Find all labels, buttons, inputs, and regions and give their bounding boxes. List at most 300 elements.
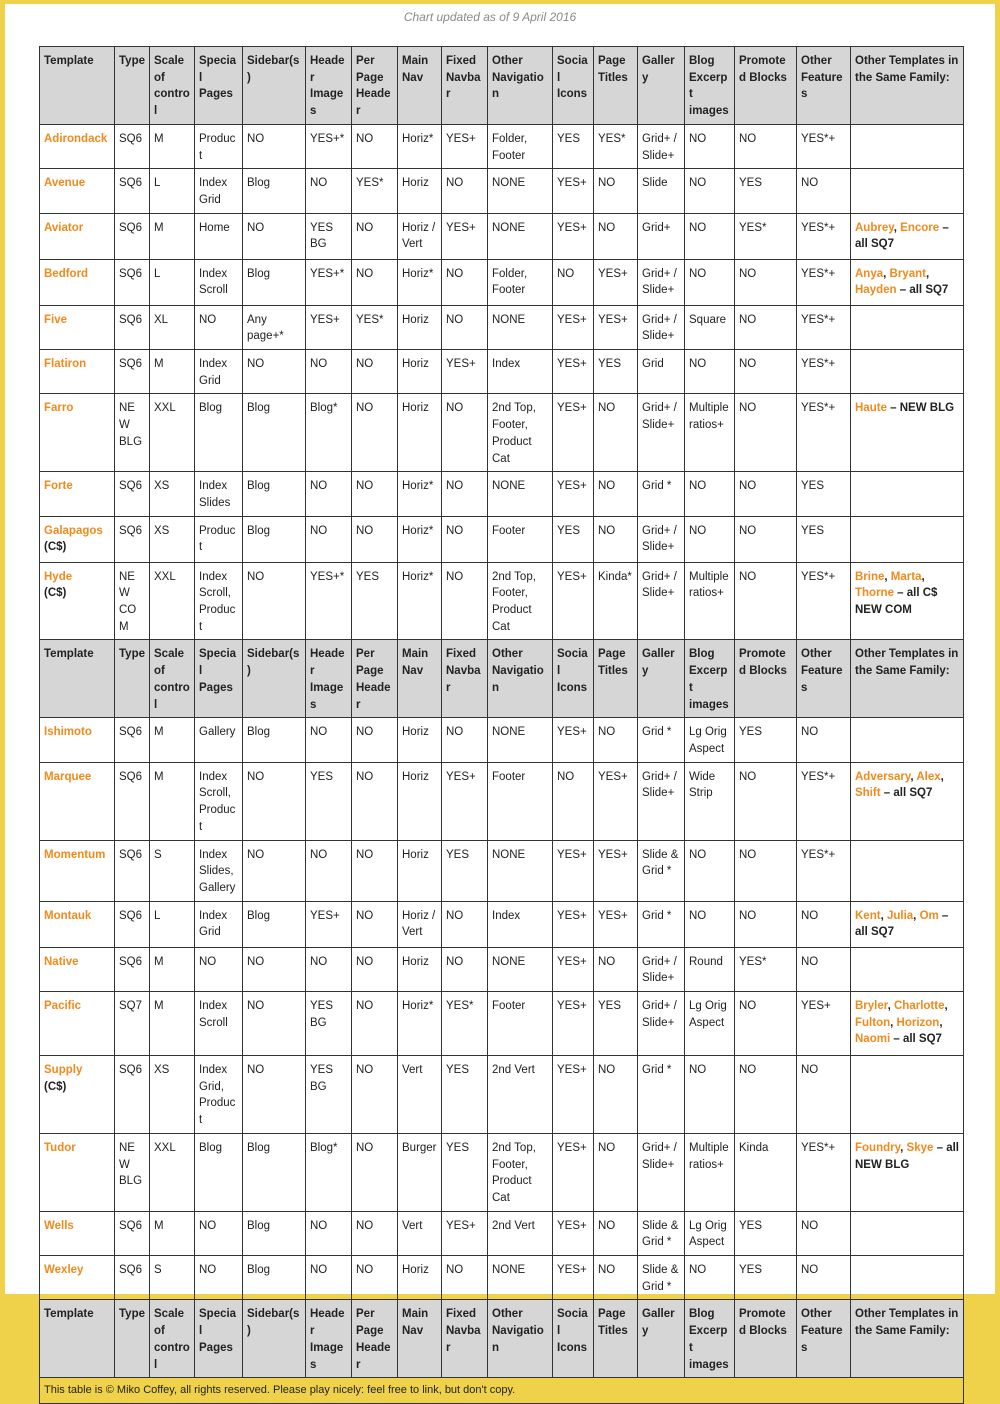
- gallery-cell: Grid+ / Slide+: [638, 516, 685, 562]
- column-header: Promoted Blocks: [735, 47, 797, 125]
- family-cell: [851, 516, 964, 562]
- column-header: Main Nav: [398, 1300, 442, 1378]
- special-pages-cell: Index Scroll: [195, 259, 243, 305]
- sidebar-cell: Blog: [243, 394, 306, 472]
- template-comparison-table: [39, 46, 964, 1404]
- per-page-header-cell: NO: [352, 718, 398, 762]
- other-navigation-cell: 2nd Vert: [488, 1056, 553, 1134]
- template-link[interactable]: Aviator: [44, 221, 84, 234]
- family-cell: [851, 305, 964, 349]
- per-page-header-cell: NO: [352, 762, 398, 840]
- promoted-blocks-cell: NO: [735, 516, 797, 562]
- main-nav-cell: Horiz: [398, 305, 442, 349]
- per-page-header-cell: YES: [352, 562, 398, 640]
- family-template-link[interactable]: Bryant: [889, 267, 926, 280]
- page-titles-cell: YES+: [594, 259, 638, 305]
- social-icons-cell: YES+: [553, 901, 594, 947]
- template-link[interactable]: Five: [44, 313, 68, 326]
- family-template-link[interactable]: Adversary: [855, 770, 911, 783]
- table-row: [40, 394, 964, 472]
- update-caption: Chart updated as of 9 April 2016: [403, 10, 577, 24]
- scale-cell: M: [150, 213, 195, 259]
- gallery-cell: Grid+ / Slide+: [638, 1133, 685, 1211]
- fixed-navbar-cell: NO: [442, 901, 488, 947]
- gallery-cell: Slide & Grid *: [638, 1256, 685, 1300]
- template-link[interactable]: Wells: [44, 1219, 74, 1232]
- gallery-cell: Grid+: [638, 213, 685, 259]
- family-note: ,: [910, 770, 917, 783]
- main-nav-cell: Burger: [398, 1133, 442, 1211]
- header-images-cell: Blog*: [306, 394, 352, 472]
- page-titles-cell: NO: [594, 1133, 638, 1211]
- social-icons-cell: YES: [553, 516, 594, 562]
- header-images-cell: YES+*: [306, 562, 352, 640]
- promoted-blocks-cell: Kinda: [735, 1133, 797, 1211]
- family-note: – all SQ7: [880, 787, 933, 800]
- header-images-cell: Blog*: [306, 1133, 352, 1211]
- special-pages-cell: Product: [195, 124, 243, 168]
- column-header: Other Navigation: [488, 1300, 553, 1378]
- sidebar-cell: NO: [243, 562, 306, 640]
- fixed-navbar-cell: YES+: [442, 1211, 488, 1255]
- fixed-navbar-cell: NO: [442, 516, 488, 562]
- other-navigation-cell: 2nd Top, Footer, Product Cat: [488, 562, 553, 640]
- table-row: [40, 124, 964, 168]
- scale-cell: L: [150, 169, 195, 213]
- per-page-header-cell: YES*: [352, 169, 398, 213]
- column-header: Other Features: [797, 47, 851, 125]
- template-name-cell: [40, 169, 115, 213]
- header-images-cell: YES+: [306, 305, 352, 349]
- column-header: Blog Excerpt images: [685, 640, 735, 718]
- family-cell: [851, 394, 964, 472]
- template-name-cell: [40, 562, 115, 640]
- fixed-navbar-cell: YES*: [442, 992, 488, 1056]
- family-template-link[interactable]: Encore: [900, 221, 940, 234]
- social-icons-cell: NO: [553, 762, 594, 840]
- family-template-link[interactable]: Aubrey: [855, 221, 894, 234]
- table-row: [40, 213, 964, 259]
- fixed-navbar-cell: NO: [442, 305, 488, 349]
- other-navigation-cell: 2nd Top, Footer, Product Cat: [488, 394, 553, 472]
- page-titles-cell: NO: [594, 1056, 638, 1134]
- column-header: Per Page Header: [352, 640, 398, 718]
- scale-cell: M: [150, 1211, 195, 1255]
- other-navigation-cell: NONE: [488, 840, 553, 901]
- table-row: [40, 762, 964, 840]
- other-navigation-cell: Footer: [488, 516, 553, 562]
- family-cell: [851, 1256, 964, 1300]
- per-page-header-cell: NO: [352, 259, 398, 305]
- header-images-cell: NO: [306, 1211, 352, 1255]
- blog-excerpt-cell: NO: [685, 169, 735, 213]
- other-navigation-cell: 2nd Top, Footer, Product Cat: [488, 1133, 553, 1211]
- template-link[interactable]: Pacific: [44, 1000, 82, 1013]
- template-link[interactable]: Native: [44, 955, 79, 968]
- header-images-cell: NO: [306, 350, 352, 394]
- special-pages-cell: Blog: [195, 1133, 243, 1211]
- template-link[interactable]: Forte: [44, 480, 73, 493]
- family-template-link[interactable]: Kent: [855, 909, 881, 922]
- fixed-navbar-cell: NO: [442, 259, 488, 305]
- per-page-header-cell: NO: [352, 901, 398, 947]
- family-template-link[interactable]: Alex: [916, 770, 941, 783]
- per-page-header-cell: NO: [352, 992, 398, 1056]
- table-row: [40, 472, 964, 516]
- promoted-blocks-cell: NO: [735, 992, 797, 1056]
- template-name-cell: [40, 1256, 115, 1300]
- family-note: – NEW BLG: [886, 402, 955, 415]
- template-name-cell: [40, 305, 115, 349]
- social-icons-cell: YES+: [553, 992, 594, 1056]
- page-titles-cell: YES+: [594, 762, 638, 840]
- template-name-cell: [40, 762, 115, 840]
- family-template-link[interactable]: Marta: [890, 570, 922, 583]
- promoted-blocks-cell: NO: [735, 394, 797, 472]
- template-link[interactable]: Ishimoto: [44, 726, 92, 739]
- table-body: [40, 47, 964, 1404]
- other-features-cell: YES*+: [797, 124, 851, 168]
- promoted-blocks-cell: NO: [735, 762, 797, 840]
- sidebar-cell: Any page+*: [243, 305, 306, 349]
- column-header: Type: [115, 1300, 150, 1378]
- blog-excerpt-cell: Square: [685, 305, 735, 349]
- column-header: Special Pages: [195, 640, 243, 718]
- scale-cell: XXL: [150, 562, 195, 640]
- column-header: Scale of control: [150, 640, 195, 718]
- main-nav-cell: Vert: [398, 1211, 442, 1255]
- family-note: ,: [880, 909, 887, 922]
- commerce-tag: (C$): [44, 587, 67, 600]
- type-cell: SQ6: [115, 840, 150, 901]
- page-titles-cell: NO: [594, 947, 638, 991]
- other-navigation-cell: NONE: [488, 1256, 553, 1300]
- sidebar-cell: Blog: [243, 259, 306, 305]
- scale-cell: XXL: [150, 1133, 195, 1211]
- fixed-navbar-cell: NO: [442, 169, 488, 213]
- other-navigation-cell: Index: [488, 901, 553, 947]
- family-cell: [851, 472, 964, 516]
- blog-excerpt-cell: Lg Orig Aspect: [685, 992, 735, 1056]
- special-pages-cell: Index Grid: [195, 901, 243, 947]
- other-navigation-cell: NONE: [488, 305, 553, 349]
- social-icons-cell: YES+: [553, 169, 594, 213]
- page-titles-cell: Kinda*: [594, 562, 638, 640]
- template-link[interactable]: Galapagos: [44, 524, 103, 537]
- header-images-cell: YES+*: [306, 259, 352, 305]
- fixed-navbar-cell: YES+: [442, 213, 488, 259]
- type-cell: SQ6: [115, 169, 150, 213]
- gallery-cell: Grid *: [638, 901, 685, 947]
- promoted-blocks-cell: NO: [735, 1056, 797, 1134]
- family-cell: [851, 901, 964, 947]
- table-row: [40, 516, 964, 562]
- special-pages-cell: Index Slides, Gallery: [195, 840, 243, 901]
- page-titles-cell: YES+: [594, 840, 638, 901]
- family-template-link[interactable]: Skye: [906, 1141, 934, 1154]
- type-cell: NEW BLG: [115, 394, 150, 472]
- special-pages-cell: Index Slides: [195, 472, 243, 516]
- type-cell: SQ6: [115, 1211, 150, 1255]
- family-template-link[interactable]: Naomi: [855, 1033, 891, 1046]
- per-page-header-cell: NO: [352, 213, 398, 259]
- other-features-cell: YES*+: [797, 394, 851, 472]
- per-page-header-cell: NO: [352, 947, 398, 991]
- family-template-link[interactable]: Charlotte: [894, 1000, 945, 1013]
- template-link[interactable]: Momentum: [44, 848, 106, 861]
- fixed-navbar-cell: NO: [442, 472, 488, 516]
- type-cell: SQ6: [115, 947, 150, 991]
- family-note: ,: [944, 1000, 948, 1013]
- column-header: Page Titles: [594, 1300, 638, 1378]
- blog-excerpt-cell: NO: [685, 350, 735, 394]
- sidebar-cell: NO: [243, 947, 306, 991]
- scale-cell: XXL: [150, 394, 195, 472]
- other-navigation-cell: Folder, Footer: [488, 259, 553, 305]
- per-page-header-cell: NO: [352, 1056, 398, 1134]
- type-cell: SQ6: [115, 124, 150, 168]
- template-name-cell: [40, 718, 115, 762]
- sidebar-cell: NO: [243, 350, 306, 394]
- family-cell: [851, 1211, 964, 1255]
- template-link[interactable]: Supply: [44, 1064, 83, 1077]
- other-features-cell: YES*+: [797, 305, 851, 349]
- page-titles-cell: NO: [594, 1256, 638, 1300]
- fixed-navbar-cell: NO: [442, 718, 488, 762]
- table-header-row: [40, 640, 964, 718]
- sidebar-cell: NO: [243, 1056, 306, 1134]
- header-images-cell: YES+: [306, 901, 352, 947]
- family-cell: [851, 562, 964, 640]
- special-pages-cell: Gallery: [195, 718, 243, 762]
- social-icons-cell: YES+: [553, 840, 594, 901]
- social-icons-cell: YES+: [553, 1256, 594, 1300]
- main-nav-cell: Vert: [398, 1056, 442, 1134]
- header-images-cell: YES BG: [306, 1056, 352, 1134]
- template-link[interactable]: Montauk: [44, 909, 92, 922]
- column-header: Social Icons: [553, 640, 594, 718]
- table-row: [40, 259, 964, 305]
- blog-excerpt-cell: Round: [685, 947, 735, 991]
- special-pages-cell: NO: [195, 947, 243, 991]
- family-template-link[interactable]: Julia: [886, 909, 914, 922]
- family-template-link[interactable]: Haute: [855, 402, 887, 415]
- per-page-header-cell: NO: [352, 394, 398, 472]
- column-header: Gallery: [638, 640, 685, 718]
- fixed-navbar-cell: YES+: [442, 124, 488, 168]
- type-cell: SQ6: [115, 350, 150, 394]
- family-note: ,: [900, 1141, 907, 1154]
- column-header: Promoted Blocks: [735, 640, 797, 718]
- type-cell: NEW BLG: [115, 1133, 150, 1211]
- other-navigation-cell: NONE: [488, 718, 553, 762]
- family-cell: [851, 762, 964, 840]
- sidebar-cell: NO: [243, 992, 306, 1056]
- family-template-link[interactable]: Bryler: [855, 1000, 888, 1013]
- blog-excerpt-cell: NO: [685, 1056, 735, 1134]
- column-header: Blog Excerpt images: [685, 47, 735, 125]
- header-images-cell: NO: [306, 840, 352, 901]
- template-link[interactable]: Avenue: [44, 177, 86, 190]
- page: [5, 4, 995, 1397]
- other-features-cell: NO: [797, 901, 851, 947]
- column-header: Scale of control: [150, 1300, 195, 1378]
- social-icons-cell: NO: [553, 259, 594, 305]
- promoted-blocks-cell: NO: [735, 124, 797, 168]
- family-template-link[interactable]: Foundry: [855, 1141, 901, 1154]
- table-row: [40, 718, 964, 762]
- family-note: ,: [893, 221, 901, 234]
- column-header: Social Icons: [553, 1300, 594, 1378]
- table-header-row: [40, 47, 964, 125]
- page-titles-cell: YES+: [594, 305, 638, 349]
- family-cell: [851, 350, 964, 394]
- sidebar-cell: NO: [243, 762, 306, 840]
- template-name-cell: [40, 350, 115, 394]
- column-header: Template: [40, 1300, 115, 1378]
- type-cell: SQ6: [115, 472, 150, 516]
- family-note: – all SQ7: [896, 284, 949, 297]
- family-template-link[interactable]: Brine: [855, 570, 885, 583]
- type-cell: SQ6: [115, 259, 150, 305]
- special-pages-cell: Index Scroll: [195, 992, 243, 1056]
- gallery-cell: Grid *: [638, 472, 685, 516]
- scale-cell: M: [150, 124, 195, 168]
- family-template-link[interactable]: Hayden: [855, 284, 897, 297]
- promoted-blocks-cell: YES: [735, 169, 797, 213]
- page-titles-cell: NO: [594, 213, 638, 259]
- social-icons-cell: YES+: [553, 472, 594, 516]
- other-navigation-cell: NONE: [488, 472, 553, 516]
- column-header: Page Titles: [594, 640, 638, 718]
- table-row: [40, 1256, 964, 1300]
- blog-excerpt-cell: Lg Orig Aspect: [685, 718, 735, 762]
- column-header: Blog Excerpt images: [685, 1300, 735, 1378]
- gallery-cell: Slide & Grid *: [638, 1211, 685, 1255]
- blog-excerpt-cell: NO: [685, 1256, 735, 1300]
- template-link[interactable]: Farro: [44, 402, 74, 415]
- other-navigation-cell: Folder, Footer: [488, 124, 553, 168]
- column-header: Template: [40, 47, 115, 125]
- family-note: – all NEW BLG: [855, 1141, 959, 1171]
- family-template-link[interactable]: Thorne: [855, 587, 894, 600]
- social-icons-cell: YES+: [553, 562, 594, 640]
- header-images-cell: NO: [306, 1256, 352, 1300]
- other-features-cell: NO: [797, 947, 851, 991]
- column-header: Promoted Blocks: [735, 1300, 797, 1378]
- footer-row: [40, 1378, 964, 1404]
- header-images-cell: NO: [306, 947, 352, 991]
- template-link[interactable]: Adirondack: [44, 132, 108, 145]
- page-titles-cell: YES: [594, 350, 638, 394]
- template-link[interactable]: Marquee: [44, 770, 92, 783]
- per-page-header-cell: NO: [352, 124, 398, 168]
- main-nav-cell: Horiz: [398, 169, 442, 213]
- family-template-link[interactable]: Horizon: [896, 1016, 940, 1029]
- type-cell: SQ7: [115, 992, 150, 1056]
- page-titles-cell: NO: [594, 1211, 638, 1255]
- other-features-cell: NO: [797, 1211, 851, 1255]
- per-page-header-cell: NO: [352, 1133, 398, 1211]
- template-link[interactable]: Tudor: [44, 1141, 76, 1154]
- scale-cell: M: [150, 762, 195, 840]
- fixed-navbar-cell: NO: [442, 394, 488, 472]
- main-nav-cell: Horiz: [398, 350, 442, 394]
- family-template-link[interactable]: Om: [919, 909, 939, 922]
- main-nav-cell: Horiz*: [398, 124, 442, 168]
- other-features-cell: NO: [797, 169, 851, 213]
- page-titles-cell: NO: [594, 472, 638, 516]
- other-navigation-cell: Index: [488, 350, 553, 394]
- promoted-blocks-cell: NO: [735, 840, 797, 901]
- per-page-header-cell: YES*: [352, 305, 398, 349]
- column-header: Scale of control: [150, 47, 195, 125]
- template-name-cell: [40, 516, 115, 562]
- promoted-blocks-cell: NO: [735, 472, 797, 516]
- type-cell: SQ6: [115, 1056, 150, 1134]
- template-link[interactable]: Wexley: [44, 1264, 84, 1277]
- other-navigation-cell: Footer: [488, 992, 553, 1056]
- scale-cell: S: [150, 840, 195, 901]
- other-navigation-cell: Footer: [488, 762, 553, 840]
- per-page-header-cell: NO: [352, 1256, 398, 1300]
- family-note: ,: [887, 1000, 894, 1013]
- column-header: Type: [115, 640, 150, 718]
- column-header: Fixed Navbar: [442, 47, 488, 125]
- other-features-cell: YES+: [797, 992, 851, 1056]
- family-template-link[interactable]: Fulton: [855, 1016, 891, 1029]
- column-header: Other Templates in the Same Family:: [851, 1300, 964, 1378]
- template-name-cell: [40, 259, 115, 305]
- fixed-navbar-cell: YES+: [442, 762, 488, 840]
- template-link[interactable]: Hyde: [44, 570, 73, 583]
- other-features-cell: YES*+: [797, 762, 851, 840]
- table-row: [40, 901, 964, 947]
- type-cell: NEW COM: [115, 562, 150, 640]
- fixed-navbar-cell: YES: [442, 1133, 488, 1211]
- scale-cell: M: [150, 718, 195, 762]
- family-cell: [851, 213, 964, 259]
- promoted-blocks-cell: NO: [735, 901, 797, 947]
- scale-cell: S: [150, 1256, 195, 1300]
- template-link[interactable]: Bedford: [44, 267, 89, 280]
- scale-cell: L: [150, 259, 195, 305]
- special-pages-cell: Home: [195, 213, 243, 259]
- promoted-blocks-cell: YES: [735, 718, 797, 762]
- other-features-cell: YES: [797, 472, 851, 516]
- sidebar-cell: NO: [243, 213, 306, 259]
- family-template-link[interactable]: Shift: [855, 787, 881, 800]
- template-link[interactable]: Flatiron: [44, 358, 87, 371]
- promoted-blocks-cell: YES: [735, 1211, 797, 1255]
- family-note: ,: [890, 1016, 897, 1029]
- blog-excerpt-cell: NO: [685, 124, 735, 168]
- main-nav-cell: Horiz: [398, 394, 442, 472]
- column-header: Template: [40, 640, 115, 718]
- page-titles-cell: NO: [594, 169, 638, 213]
- special-pages-cell: Index Grid, Product: [195, 1056, 243, 1134]
- blog-excerpt-cell: Lg Orig Aspect: [685, 1211, 735, 1255]
- family-cell: [851, 718, 964, 762]
- family-template-link[interactable]: Anya: [855, 267, 884, 280]
- special-pages-cell: Index Scroll, Product: [195, 762, 243, 840]
- main-nav-cell: Horiz: [398, 1256, 442, 1300]
- table-row: [40, 562, 964, 640]
- family-cell: [851, 1133, 964, 1211]
- other-features-cell: YES*+: [797, 213, 851, 259]
- header-images-cell: NO: [306, 718, 352, 762]
- page-titles-cell: NO: [594, 394, 638, 472]
